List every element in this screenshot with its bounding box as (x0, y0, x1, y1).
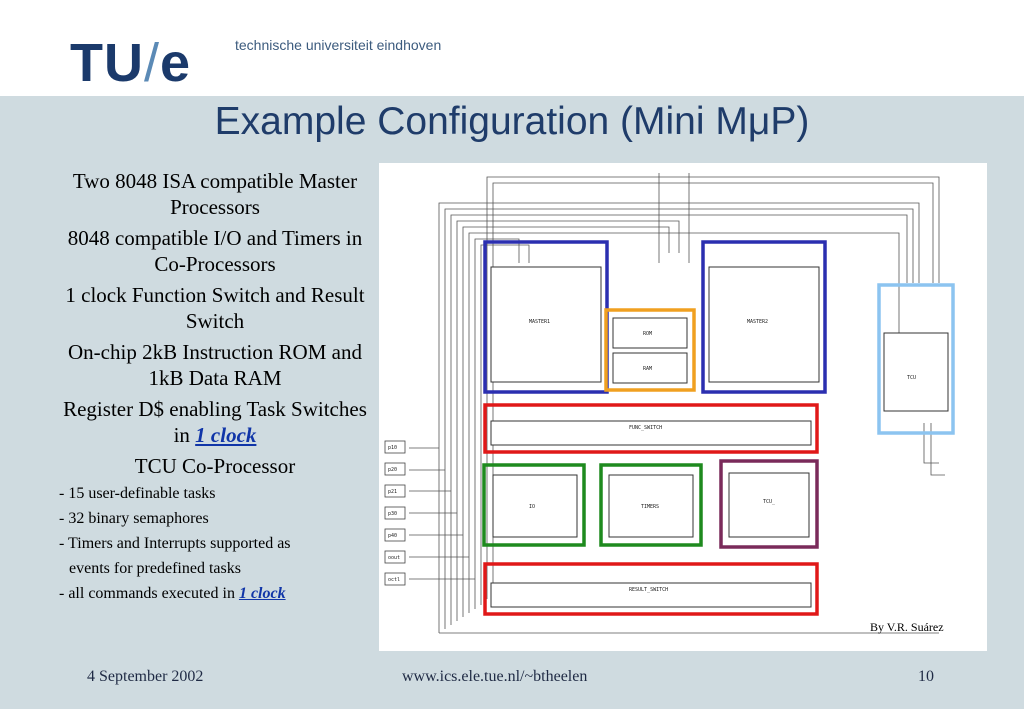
port-label: octl (388, 577, 401, 583)
diagram-credit: By V.R. Suárez (870, 620, 944, 634)
port-pins (385, 441, 405, 585)
sub-item: events for predefined tasks (69, 560, 241, 577)
block-label: TCU_ (763, 499, 776, 505)
bullet-item: Register D$ enabling Task Switches in 1 clock (63, 397, 367, 447)
bullet-item: On-chip 2kB Instruction ROM and 1kB Data RAM (68, 340, 362, 390)
bullet-item: 1 clock Function Switch and Result Switch (65, 283, 365, 333)
university-name: technische universiteit eindhoven (235, 37, 442, 53)
sub-item: - all commands executed in 1 clock (59, 585, 286, 602)
port-label: p20 (388, 467, 398, 473)
footer-page-number: 10 (918, 668, 934, 685)
sub-item: - Timers and Interrupts supported as (59, 535, 291, 552)
sub-item: - 32 binary semaphores (59, 510, 209, 527)
block-label: MASTER1 (529, 319, 551, 325)
schematic-svg (379, 163, 987, 651)
sub-item: - 15 user-definable tasks (59, 485, 216, 502)
block-label: RESULT_SWITCH (629, 587, 669, 593)
port-label: p21 (388, 489, 398, 495)
block-label: TIMERS (641, 504, 660, 510)
bullet-item: TCU Co-Processor (134, 454, 296, 478)
block-label: TCU (907, 375, 917, 381)
tue-logo: TU/e (70, 33, 192, 93)
block-label: RAM (643, 366, 653, 372)
bullet-list (55, 168, 375, 606)
block-label: IO (529, 504, 536, 510)
schematic-diagram (379, 163, 987, 651)
block-label: ROM (643, 331, 653, 337)
bullet-item: 8048 compatible I/O and Timers in Co-Processors (67, 226, 363, 276)
block-label: MASTER2 (747, 319, 769, 325)
port-label: p40 (388, 533, 398, 539)
block-label: FUNC_SWITCH (629, 425, 663, 431)
slide-title: Example Configuration (Mini MμP) (214, 100, 810, 143)
tcu-block (884, 333, 948, 411)
port-label: oout (388, 555, 401, 561)
footer-url: www.ics.ele.tue.nl/~btheelen (402, 668, 588, 685)
bullet-item: Two 8048 ISA compatible Master Processors (72, 169, 358, 219)
tcu-inner-block (729, 473, 809, 537)
port-label: p10 (388, 445, 398, 451)
port-label: p30 (388, 511, 398, 517)
footer-date: 4 September 2002 (87, 668, 204, 685)
